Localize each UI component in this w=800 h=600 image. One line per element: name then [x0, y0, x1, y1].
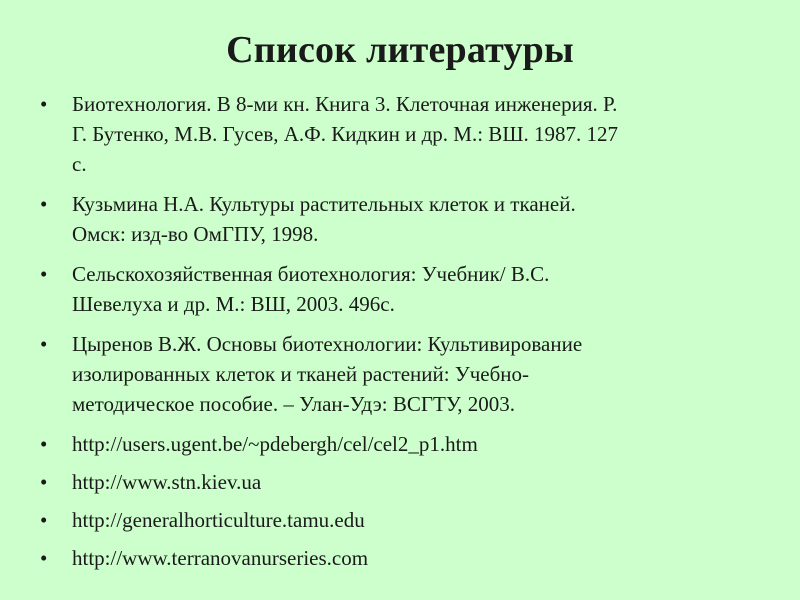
reference-url[interactable]: http://www.terranovanurseries.com: [72, 546, 369, 570]
bullet-icon: •: [40, 332, 48, 356]
reference-text-line: с.: [72, 152, 87, 176]
reference-link-item[interactable]: [40, 429, 780, 459]
reference-item-4: [40, 329, 780, 419]
reference-url[interactable]: http://www.stn.kiev.ua: [72, 470, 262, 494]
reference-list: [40, 89, 780, 581]
reference-text-line: Омск: изд-во ОмГПУ, 1998.: [72, 222, 319, 246]
reference-item-1: [40, 89, 780, 179]
reference-link-item[interactable]: [40, 505, 780, 535]
reference-text-line: Сельскохозяйственная биотехнология: Учебник/ В.С.: [72, 262, 550, 286]
bullet-icon: •: [40, 92, 48, 116]
reference-link-item[interactable]: [40, 467, 780, 497]
reference-text-line: изолированных клеток и тканей растений: Учебно-: [72, 362, 530, 386]
reference-text-line: Шевелуха и др. М.: ВШ, 2003. 496с.: [72, 292, 395, 316]
reference-item-2: [40, 189, 780, 249]
bullet-icon: •: [40, 192, 48, 216]
reference-text-line: Кузьмина Н.А. Культуры растительных клеток и тканей.: [72, 192, 576, 216]
reference-item-3: [40, 259, 780, 319]
slide-title: Список литературы: [226, 29, 574, 71]
bullet-icon: •: [40, 432, 48, 456]
bullet-icon: •: [40, 508, 48, 532]
bullet-icon: •: [40, 470, 48, 494]
bullet-icon: •: [40, 546, 48, 570]
bullet-icon: •: [40, 262, 48, 286]
reference-text-line: Г. Бутенко, М.В. Гусев, А.Ф. Кидкин и др. М.: ВШ. 1987. 127: [72, 122, 618, 146]
reference-text-line: Биотехнология. В 8-ми кн. Книга 3. Клеточная инженерия. Р.: [72, 92, 618, 116]
reference-url[interactable]: http://generalhorticulture.tamu.edu: [72, 508, 365, 532]
reference-link-item[interactable]: [40, 543, 780, 573]
reference-text-line: Цыренов В.Ж. Основы биотехнологии: Культивирование: [72, 332, 583, 356]
reference-text-line: методическое пособие. – Улан-Удэ: ВСГТУ, 2003.: [72, 392, 516, 416]
reference-url[interactable]: http://users.ugent.be/~pdebergh/cel/cel2_p1.htm: [72, 432, 478, 456]
